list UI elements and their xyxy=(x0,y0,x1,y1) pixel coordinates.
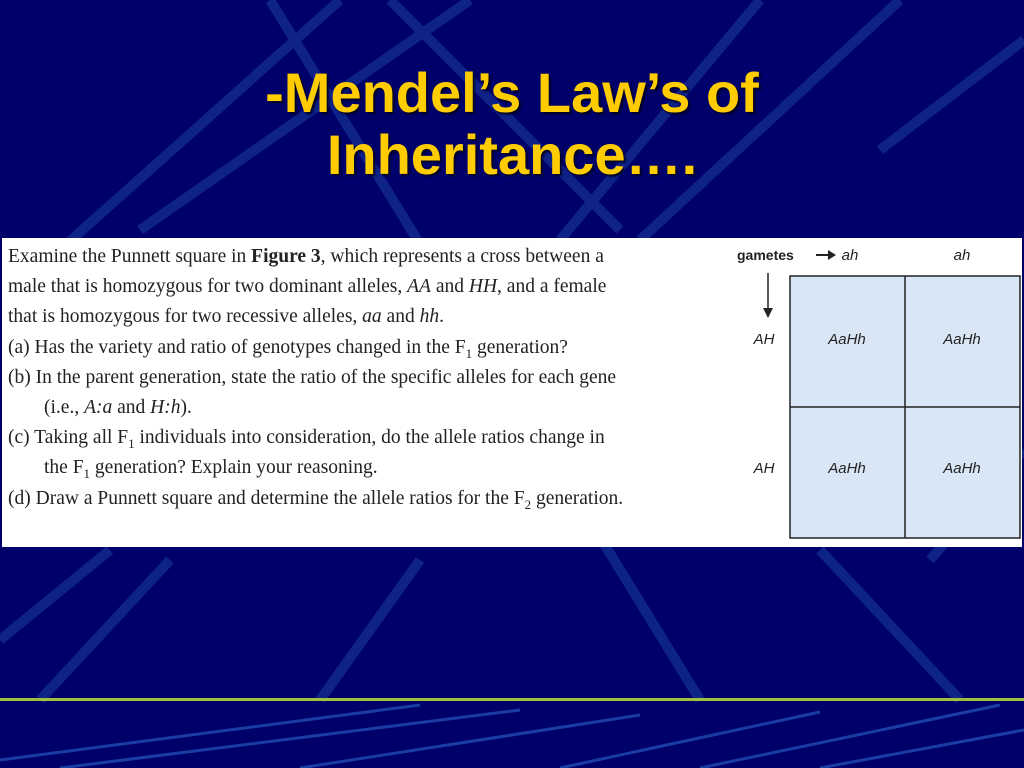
gametes-arrow-down-icon xyxy=(763,273,773,318)
title-line-1: -Mendel’s Law’s of xyxy=(265,61,759,124)
question-b: (b) In the parent generation, state the ratio of the specific alleles for each gene xyxy=(8,366,617,388)
punnett-square-figure xyxy=(732,238,1022,547)
col-header-2: ah xyxy=(953,247,971,264)
gametes-label: gametes xyxy=(737,247,794,263)
title-line-2: Inheritance…. xyxy=(326,123,698,186)
intro-line-3: that is homozygous for two recessive alleles, aa and hh. xyxy=(8,306,444,328)
question-panel xyxy=(2,238,1022,547)
row-header-1: AH xyxy=(753,331,775,348)
col-header-1: ah xyxy=(841,247,859,264)
cell-r1-c1: AaHh xyxy=(828,331,866,348)
question-d: (d) Draw a Punnett square and determine the allele ratios for the $F_2$ generation. xyxy=(8,487,624,512)
intro-line-2: male that is homozygous for two dominant alleles, AA and HH, and a female xyxy=(8,276,607,298)
question-c: (c) Taking all $F_1$ individuals into consideration, do the allele ratios change in xyxy=(8,427,605,452)
cell-r2-c1: AaHh xyxy=(828,460,866,477)
row-header-2: AH xyxy=(753,460,775,477)
question-b-cont: (i.e., A:a and H:h). xyxy=(44,397,192,419)
slide-title xyxy=(0,62,1024,186)
intro-line-1: Examine the Punnett square in Figure 3, which represents a cross between a xyxy=(8,246,604,267)
question-c-cont: the $F_1$ generation? Explain your reasoning. xyxy=(44,457,378,482)
separator-line xyxy=(0,698,1024,701)
question-text xyxy=(8,242,708,514)
question-a: (a) Has the variety and ratio of genotypes changed in the $F_1$ generation? xyxy=(8,336,568,361)
gametes-arrow-right-icon xyxy=(816,250,836,260)
cell-r2-c2: AaHh xyxy=(943,460,981,477)
cell-r1-c2: AaHh xyxy=(943,331,981,348)
